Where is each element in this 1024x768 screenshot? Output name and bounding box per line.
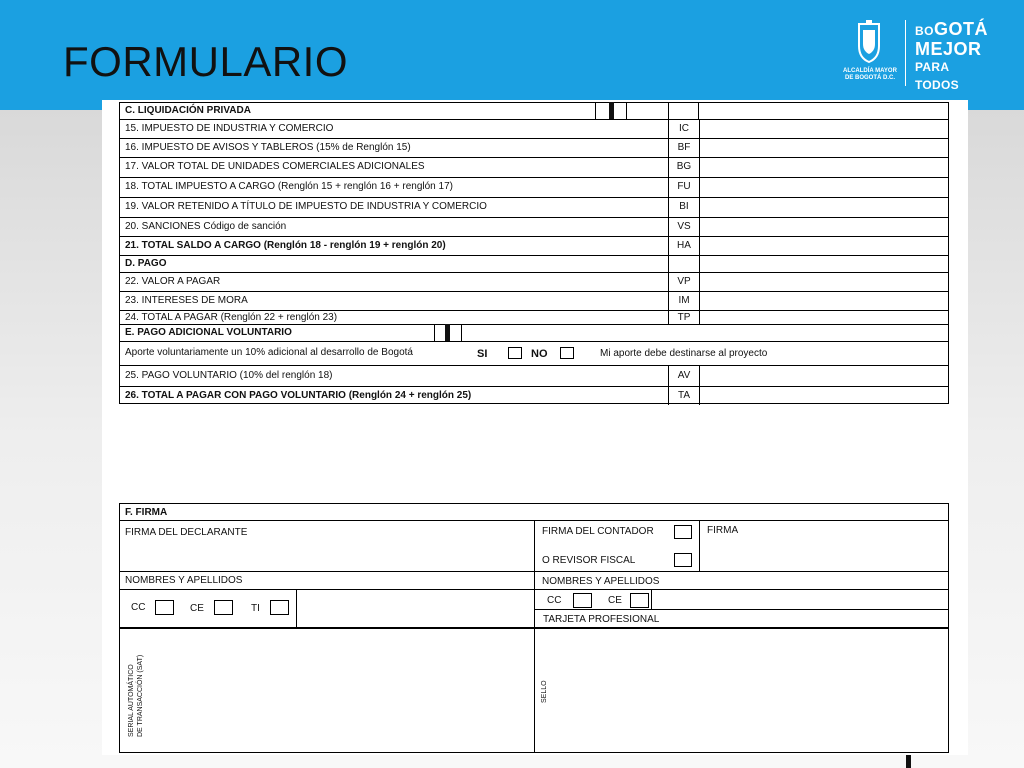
table-row: 17. VALOR TOTAL DE UNIDADES COMERCIALES ADICIONALES BG	[119, 157, 948, 178]
cc-right-checkbox[interactable]	[573, 593, 592, 608]
table-row: 25. PAGO VOLUNTARIO (10% del renglón 18) AV	[119, 365, 948, 387]
table-row: 22. VALOR A PAGAR VP	[119, 272, 948, 292]
alcaldia-label: ALCALDÍA MAYOR DE BOGOTÁ D.C.	[843, 68, 897, 81]
coat-of-arms-icon	[854, 20, 884, 64]
section-f-header: F. FIRMA	[125, 507, 168, 518]
si-checkbox[interactable]	[508, 347, 522, 359]
ti-label: TI	[251, 603, 260, 614]
firma-declarante-label: FIRMA DEL DECLARANTE	[125, 527, 248, 538]
section-d-header: D. PAGO	[119, 255, 948, 273]
sello-label: SELLO	[541, 680, 548, 703]
table-row: 18. TOTAL IMPUESTO A CARGO (Renglón 15 + renglón 16 + renglón 17) FU	[119, 177, 948, 198]
firma-contador-label: FIRMA DEL CONTADOR	[542, 526, 654, 537]
nombres-right-label: NOMBRES Y APELLIDOS	[542, 576, 660, 587]
brand-text: BOGOTÁ MEJOR PARA TODOS	[915, 19, 988, 92]
revisor-checkbox[interactable]	[674, 553, 692, 567]
page-mark	[906, 755, 911, 768]
ti-checkbox[interactable]	[270, 600, 289, 615]
table-row: 21. TOTAL SALDO A CARGO (Renglón 18 - renglón 19 + renglón 20) HA	[119, 236, 948, 256]
ce-label: CE	[190, 603, 204, 614]
logo-divider	[905, 20, 906, 86]
table-row: 15. IMPUESTO DE INDUSTRIA Y COMERCIO IC	[119, 119, 948, 139]
table-row: 24. TOTAL A PAGAR (Renglón 22 + renglón 23) TP	[119, 310, 948, 325]
ce-right-label: CE	[608, 595, 622, 606]
aporte-row: Aporte voluntariamente un 10% adicional al desarrollo de Bogotá SI NO Mi aporte debe destinarse al proyecto	[119, 341, 948, 366]
table-row: 16. IMPUESTO DE AVISOS Y TABLEROS (15% de Renglón 15) BF	[119, 138, 948, 158]
slide-title: FORMULARIO	[63, 38, 349, 85]
section-c-header: C. LIQUIDACIÓN PRIVADA	[125, 105, 251, 116]
contador-checkbox[interactable]	[674, 525, 692, 539]
bogota-logo	[842, 16, 992, 94]
nombres-left-label: NOMBRES Y APELLIDOS	[125, 575, 243, 586]
ce-checkbox[interactable]	[214, 600, 233, 615]
cc-label: CC	[131, 602, 146, 613]
table-row: 26. TOTAL A PAGAR CON PAGO VOLUNTARIO (Renglón 24 + renglón 25) TA	[119, 386, 948, 405]
ce-right-checkbox[interactable]	[630, 593, 649, 608]
tarjeta-profesional-label: TARJETA PROFESIONAL	[543, 614, 660, 625]
serial-sat-label: SERIAL AUTOMÁTICO DE TRANSACCIÓN (SAT)	[128, 654, 144, 737]
no-checkbox[interactable]	[560, 347, 574, 359]
table-row: 20. SANCIONES Código de sanción VS	[119, 217, 948, 237]
table-row: 23. INTERESES DE MORA IM	[119, 291, 948, 311]
table-row: 19. VALOR RETENIDO A TÍTULO DE IMPUESTO DE INDUSTRIA Y COMERCIO BI	[119, 197, 948, 218]
firma-label: FIRMA	[707, 525, 739, 536]
cc-right-label: CC	[547, 595, 562, 606]
cc-checkbox[interactable]	[155, 600, 174, 615]
revisor-fiscal-label: O REVISOR FISCAL	[542, 555, 636, 566]
section-e-header: E. PAGO ADICIONAL VOLUNTARIO	[119, 324, 948, 342]
